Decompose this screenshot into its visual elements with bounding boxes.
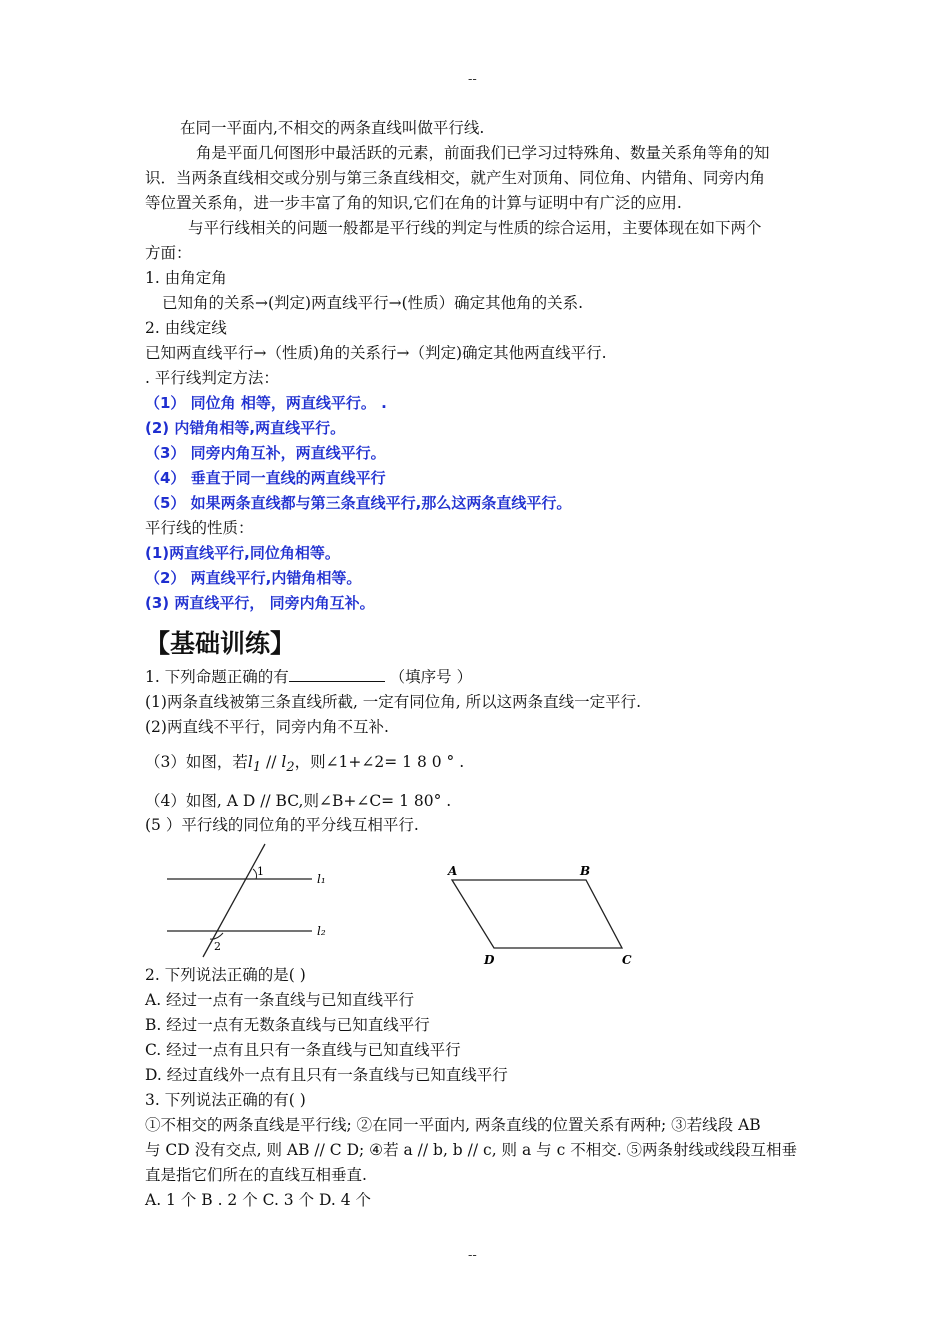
label-angle-2: 2 [214, 940, 221, 953]
criteria-item-3: （3） 同旁内角互补，两直线平行。 [145, 444, 386, 462]
label-A: A [448, 864, 458, 878]
q1-statement-5: (5 ）平行线的同位角的平分线互相平行. [145, 816, 419, 834]
criteria-item-1: （1） 同位角 相等，两直线平行。 . [145, 394, 387, 412]
intro-line-1: 在同一平面内,不相交的两条直线叫做平行线. [180, 119, 485, 137]
q1-statement-2: (2)两直线不平行，同旁内角不互补. [145, 718, 389, 736]
q2-option-d: D. 经过直线外一点有且只有一条直线与已知直线平行 [145, 1066, 508, 1084]
q1-stem-suffix: （填序号 ） [389, 668, 473, 686]
parallelogram-abcd [452, 880, 622, 948]
q2-option-b: B. 经过一点有无数条直线与已知直线平行 [145, 1016, 430, 1034]
property-item-2: （2） 两直线平行,内错角相等。 [145, 569, 362, 587]
q1-answer-blank [289, 667, 385, 682]
label-B: B [580, 864, 591, 878]
q1-s3-parallel: // [261, 753, 282, 771]
intro-line-3: 识．当两条直线相交或分别与第三条直线相交，就产生对顶角、同位角、内错角、同旁内角 [145, 169, 766, 187]
transversal [203, 844, 265, 957]
q1-stem-prefix: 1. 下列命题正确的有 [145, 668, 289, 686]
intro-line-2: 角是平面几何图形中最活跃的元素，前面我们已学习过特殊角、数量关系角等角的知 [196, 144, 770, 162]
q1-statement-1: (1)两条直线被第三条直线所截, 一定有同位角, 所以这两条直线一定平行. [145, 693, 642, 711]
figure-parallelogram [440, 862, 640, 972]
label-angle-1: 1 [257, 865, 264, 878]
q1-s3-l1: $l_1$ [247, 753, 262, 776]
properties-title: 平行线的性质： [145, 519, 254, 537]
q1-statement-4: （4）如图, A D // BC,则∠B+∠C= 1 80° . [145, 792, 452, 810]
intro-line-6: 方面： [145, 244, 192, 262]
q1-s3-prefix: （3）如图，若 [145, 753, 248, 771]
aspect-1-title: 1. 由角定角 [145, 269, 227, 287]
property-item-3: (3) 两直线平行， 同旁内角互补。 [145, 594, 375, 612]
q3-options: A. 1 个 B . 2 个 C. 3 个 D. 4 个 [145, 1191, 372, 1209]
intro-line-5: 与平行线相关的问题一般都是平行线的判定与性质的综合运用，主要体现在如下两个 [188, 219, 762, 237]
q3-line-3: 直是指它们所在的直线互相垂直. [145, 1166, 367, 1184]
aspect-1-text: 已知角的关系→(判定)两直线平行→(性质）确定其他角的关系. [162, 294, 584, 312]
criteria-item-5: （5） 如果两条直线都与第三条直线平行,那么这两条直线平行。 [145, 494, 572, 512]
q3-line-1: ①不相交的两条直线是平行线; ②在同一平面内, 两条直线的位置关系有两种; ③若线段 AB [145, 1116, 761, 1134]
angle-2-arc [210, 933, 223, 939]
q3-line-2: 与 CD 没有交点, 则 AB // C D; ④若 a // b, b // c, 则 a 与 c 不相交. ⑤两条射线或线段互相垂 [145, 1141, 798, 1159]
q1-s3-suffix: ，则∠1+∠2= 1 8 0 ° . [294, 753, 465, 771]
criteria-title: . 平行线判定方法： [145, 369, 279, 387]
property-item-1: (1)两直线平行,同位角相等。 [145, 544, 340, 562]
aspect-2-text: 已知两直线平行→（性质)角的关系行→（判定)确定其他两直线平行. [145, 344, 607, 362]
intro-line-4: 等位置关系角，进一步丰富了角的知识,它们在角的计算与证明中有广泛的应用. [145, 194, 682, 212]
q1-stem [145, 667, 472, 687]
section-title: 【基础训练】 [145, 629, 296, 658]
q2-option-c: C. 经过一点有且只有一条直线与已知直线平行 [145, 1041, 461, 1059]
criteria-item-4: （4） 垂直于同一直线的两直线平行 [145, 469, 386, 487]
figure-parallel-lines [160, 842, 360, 962]
q2-stem: 2. 下列说法正确的是( ) [145, 966, 306, 984]
q1-s3-l2: $l_2$ [281, 753, 295, 776]
q3-stem: 3. 下列说法正确的有( ) [145, 1091, 306, 1109]
criteria-item-2: (2) 内错角相等,两直线平行。 [145, 419, 346, 437]
q2-option-a: A. 经过一点有一条直线与已知直线平行 [145, 991, 415, 1009]
label-D: D [484, 953, 495, 967]
label-C: C [622, 953, 632, 967]
label-l2: l₂ [317, 924, 326, 938]
footer-mark: -- [468, 1248, 477, 1263]
label-l1: l₁ [317, 872, 326, 886]
aspect-2-title: 2. 由线定线 [145, 319, 227, 337]
q1-statement-3 [145, 752, 464, 778]
header-mark: -- [468, 72, 477, 87]
